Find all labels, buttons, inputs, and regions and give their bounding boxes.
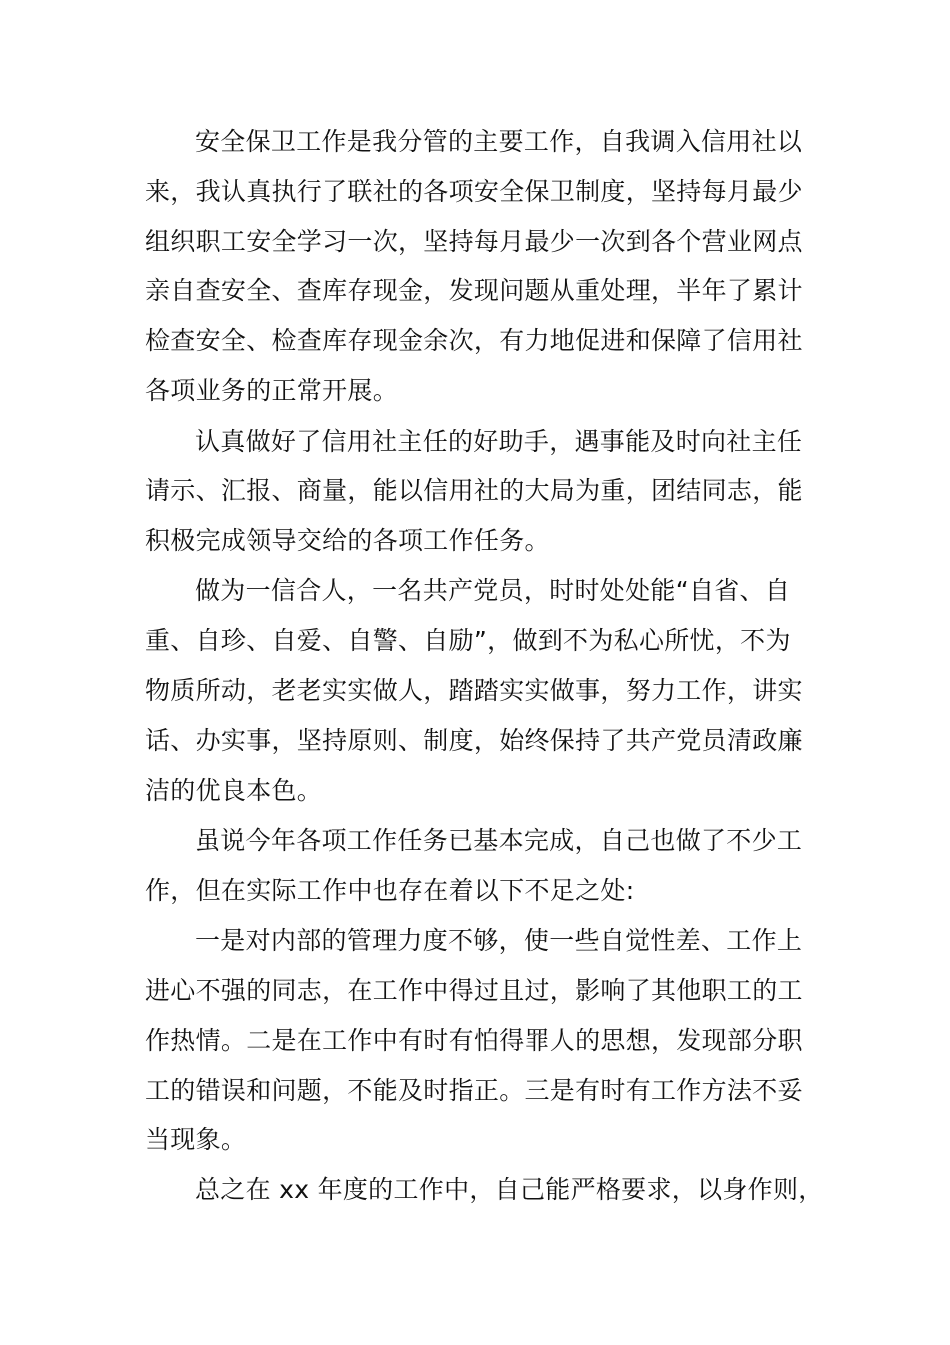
paragraph-3-line-3: 物质所动，老老实实做人，踏踏实实做事，努力工作，讲实 bbox=[145, 676, 803, 705]
paragraph-6-line-1: 总之在 xx 年度的工作中，自己能严格要求，以身作则， bbox=[195, 1175, 824, 1204]
paragraph-5-line-2: 进心不强的同志，在工作中得过且过，影响了其他职工的工 bbox=[145, 976, 803, 1005]
paragraph-3-line-1: 做为一信合人，一名共产党员，时时处处能“自省、自 bbox=[195, 576, 791, 605]
paragraph-3-line-5: 洁的优良本色。 bbox=[145, 776, 323, 805]
paragraph-5-line-5: 当现象。 bbox=[145, 1125, 247, 1154]
paragraph-5-line-3: 作热情。二是在工作中有时有怕得罪人的思想，发现部分职 bbox=[145, 1026, 803, 1055]
paragraph-1-line-6: 各项业务的正常开展。 bbox=[145, 376, 399, 405]
paragraph-1-line-2: 来，我认真执行了联社的各项安全保卫制度，坚持每月最少 bbox=[145, 177, 803, 206]
paragraph-3-line-4: 话、办实事，坚持原则、制度，始终保持了共产党员清政廉 bbox=[145, 726, 803, 755]
paragraph-5-line-1: 一是对内部的管理力度不够，使一些自觉性差、工作上 bbox=[195, 926, 803, 955]
paragraph-3-line-2: 重、自珍、自爱、自警、自励”，做到不为私心所忧，不为 bbox=[145, 626, 791, 655]
paragraph-1-line-4: 亲自查安全、查库存现金，发现问题从重处理，半年了累计 bbox=[145, 276, 803, 305]
paragraph-2-line-2: 请示、汇报、商量，能以信用社的大局为重，团结同志，能 bbox=[145, 476, 803, 505]
paragraph-1-line-5: 检查安全、检查库存现金余次，有力地促进和保障了信用社 bbox=[145, 326, 803, 355]
paragraph-2-line-3: 积极完成领导交给的各项工作任务。 bbox=[145, 526, 550, 555]
paragraph-2-line-1: 认真做好了信用社主任的好助手，遇事能及时向社主任 bbox=[195, 427, 803, 456]
paragraph-4-line-1: 虽说今年各项工作任务已基本完成，自己也做了不少工 bbox=[195, 826, 803, 855]
paragraph-1-line-1: 安全保卫工作是我分管的主要工作，自我调入信用社以 bbox=[195, 127, 803, 156]
paragraph-4-line-2: 作，但在实际工作中也存在着以下不足之处: bbox=[145, 876, 635, 905]
paragraph-1-line-3: 组织职工安全学习一次，坚持每月最少一次到各个营业网点 bbox=[145, 227, 803, 256]
paragraph-5-line-4: 工的错误和问题，不能及时指正。三是有时有工作方法不妥 bbox=[145, 1076, 803, 1105]
